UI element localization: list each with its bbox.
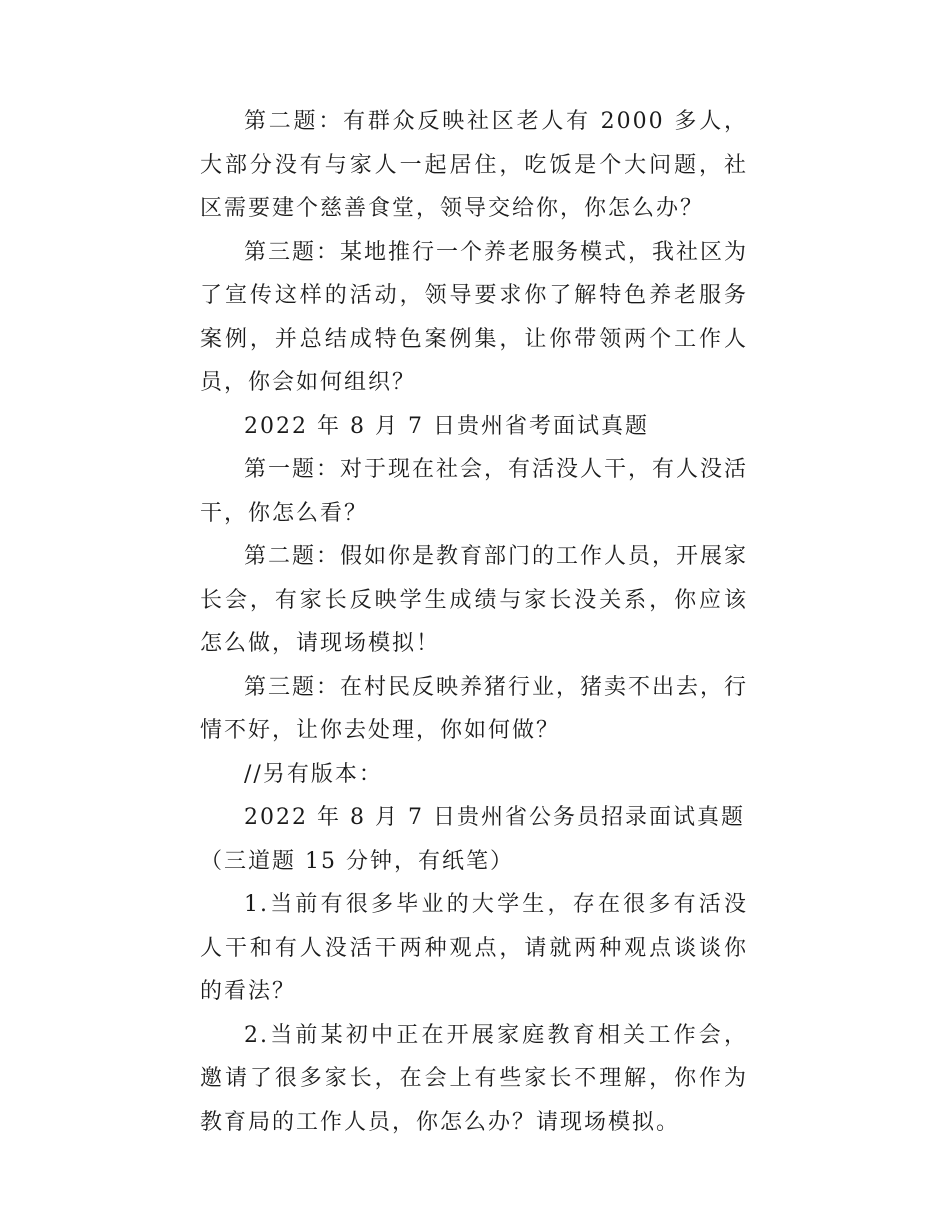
paragraph-question-2-parents-meeting: 第二题：假如你是教育部门的工作人员，开展家长会，有家长反映学生成绩与家长没关系，你应该怎么做，请现场模拟！ <box>200 544 749 656</box>
paragraph-question-3-elderly-service: 第三题：某地推行一个养老服务模式，我社区为了宣传这样的活动，领导要求你了解特色养老服务案例，并总结成特色案例集，让你带领两个工作人员，你会如何组织？ <box>200 239 749 395</box>
paragraph-question-1-work: 第一题：对于现在社会，有活没人干，有人没活干，你怎么看？ <box>200 457 749 526</box>
paragraph-item-1-graduates: 1.当前有很多毕业的大学生，存在很多有活没人干和有人没活干两种观点，请就两种观点谈谈你的看法？ <box>200 892 748 1004</box>
section-heading-guizhou-civil-service: 2022 年 8 月 7 日贵州省公务员招录面试真题 <box>244 805 745 830</box>
paragraph-item-2-family-education: 2.当前某初中正在开展家庭教育相关工作会，邀请了很多家长，在会上有些家长不理解，你作为教育局的工作人员，你怎么办？请现场模拟。 <box>200 1022 748 1135</box>
paragraph-question-3-pig-farming: 第三题：在村民反映养猪行业，猪卖不出去，行情不好，让你去处理，你如何做？ <box>200 674 749 743</box>
section-heading-guizhou-exam: 2022 年 8 月 7 日贵州省考面试真题 <box>244 413 649 439</box>
paragraph-other-version: //另有版本： <box>244 761 383 787</box>
paragraph-exam-note: （三道题 15 分钟，有纸笔） <box>200 848 514 874</box>
document-body <box>200 100 748 1144</box>
paragraph-question-2-elderly-canteen: 第二题：有群众反映社区老人有 2000 多人，大部分没有与家人一起居住，吃饭是个大问题，社区需要建个慈善食堂，领导交给你，你怎么办？ <box>200 109 748 221</box>
